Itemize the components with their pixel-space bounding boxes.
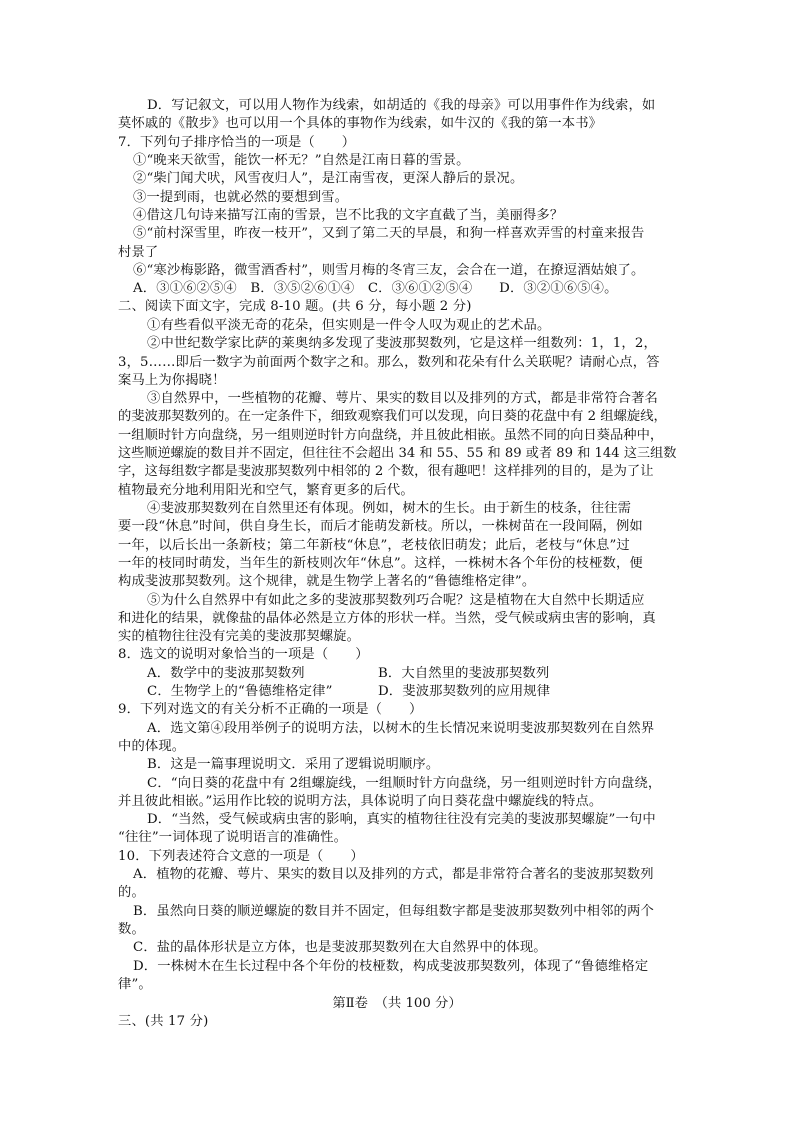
text-line: ④斐波那契数列在自然里还有体现。例如，树木的生长。由于新生的枝条，往往需	[147, 501, 632, 516]
question-7-stem: 7．下列句子排序恰当的一项是（ ）	[118, 135, 356, 150]
text-line: B．这是一篇事理说明文．采用了逻辑说明顺序。	[147, 757, 440, 772]
text-line: ①有些看似平淡无奇的花朵，但实则是一件令人叹为观止的艺术品。	[147, 318, 551, 333]
text-line: ⑤“前村深雪里，昨夜一枝开”，又到了第二天的早晨，和狗一样喜欢弄雪的村童来报告	[133, 226, 645, 241]
text-line: “往往”一词体现了说明语言的准确性。	[118, 830, 348, 845]
text-line: 字，这每组数字都是斐波那契数列中相邻的 2 个数，很有趣吧！这样排列的目的，是为了让	[118, 464, 654, 479]
option-a: A．数学中的斐波那契数列	[147, 666, 305, 681]
option-c: C．生物学上的“鲁德维格定律”	[147, 684, 333, 699]
text-line: B．虽然向日葵的顺逆螺旋的数目并不固定，但每组数字都是斐波那契数列中相邻的两个	[133, 904, 654, 919]
text-line: 植物最充分地利用阳光和空气，繁育更多的后代。	[118, 483, 414, 498]
text-line: D．“当然，受气候或病虫害的影响，真实的植物往往没有完美的斐波那契螺旋”一句中	[147, 812, 656, 827]
text-line: 这些顺逆螺旋的数目并不固定，但往往不会超出 34 和 55、55 和 89 或者 89 和 144 这三组数	[118, 446, 677, 461]
text-line: ⑤为什么自然界中有如此之多的斐波那契数列巧合呢？这是植物在大自然中长期适应	[147, 593, 645, 608]
text-line: 数。	[118, 922, 145, 937]
text-line: 莫怀戚的《散步》也可以用一个具体的事物作为线索，如牛汉的《我的第一本书》	[118, 116, 603, 131]
text-line: 一年的枝同时萌发，当年生的新枝则次年“休息”。这样，一株树木各个年份的枝桠数，便	[118, 556, 643, 571]
text-line: 中的体现。	[118, 739, 186, 754]
text-line: 的斐波那契数列的。在一定条件下，细致观察我们可以发现，向日葵的花盘中有 2 组螺旋线，	[118, 409, 667, 424]
text-line: ②中世纪数学家比萨的莱奥纳多发现了斐波那契数列，它是这样一组数列：1，1，2，	[147, 336, 657, 351]
text-line: 和进化的结果，就像盐的晶体必然是立方体的形状一样。当然，受气候或病虫害的影响，真	[118, 611, 656, 626]
text-line: A．选文第④段用举例子的说明方法，以树木的生长情况来说明斐波那契数列在自然界	[147, 721, 655, 736]
text-line: 的。	[118, 885, 145, 900]
text-line: 村景了	[118, 245, 159, 260]
section-2-heading: 二、阅读下面文字，完成 8-10 题。(共 6 分，每小题 2 分)	[118, 299, 472, 314]
text-line: 要一段“休息”时间，供自身生长，而后才能萌发新枝。所以，一株树苗在一段间隔，例如	[118, 519, 643, 534]
text-line: 一组顺时针方向盘绕，另一组则逆时针方向盘绕，并且彼此相嵌。虽然不同的向日葵品种中，	[118, 428, 664, 443]
text-line: 一年，以后长出一条新枝；第二年新枝“休息”，老枝依旧萌发；此后，老枝与“休息”过	[118, 538, 630, 553]
text-line: 案马上为你揭晓！	[118, 373, 226, 388]
text-line: D．一株树木在生长过程中各个年份的枝桠数，构成斐波那契数列，体现了“鲁德维格定	[133, 959, 649, 974]
section-3-heading: 三、(共 17 分)	[118, 1014, 209, 1029]
text-line: 3，5……即后一数字为前面两个数字之和。那么，数列和花朵有什么关联呢？请耐心点，答	[118, 355, 660, 370]
text-line: ②“柴门闻犬吠，风雪夜归人”，是江南雪夜，更深人静后的景况。	[133, 171, 524, 186]
text-line: A．植物的花瓣、萼片、果实的数目以及排列的方式，都是非常符合著名的斐波那契数列	[133, 867, 654, 882]
option-b: B．大自然里的斐波那契数列	[378, 666, 550, 681]
text-line: ①“晚来天欲雪，能饮一杯无？”自然是江南日暮的雪景。	[133, 153, 470, 168]
text-line: D．写记叙文，可以用人物作为线索，如胡适的《我的母亲》可以用事件作为线索，如	[147, 98, 656, 113]
text-line: C．“向日葵的花盘中有 2组螺旋线，一组顺时针方向盘绕，另一组则逆时针方向盘绕，	[147, 776, 662, 791]
text-line: 实的植物往往没有完美的斐波那契螺旋。	[118, 629, 361, 644]
option-d: D．斐波那契数列的应用规律	[378, 684, 551, 699]
text-line: 并且彼此相嵌。”运用作比较的说明方法，具体说明了向日葵花盘中螺旋线的特点。	[118, 794, 603, 809]
text-line: ⑥“寒沙梅影路，微雪酒香村”，则雪月梅的冬宵三友，会合在一道，在撩逗酒姑娘了。	[133, 263, 645, 278]
question-9-stem: 9．下列对选文的有关分析不正确的一项是（ ）	[118, 702, 423, 717]
text-line: 构成斐波那契数列。这个规律，就是生物学上著名的“鲁德维格定律”。	[118, 574, 536, 589]
question-7-options: A．③①⑥②⑤④ B．③⑤②⑥①④ C．③⑥①②⑤④ D．③②①⑥⑤④。	[133, 281, 618, 296]
question-8-stem: 8．选文的说明对象恰当的一项是（ ）	[118, 647, 369, 662]
text-line: C．盐的晶体形状是立方体，也是斐波那契数列在大自然界中的体现。	[133, 940, 547, 955]
text-line: ③自然界中，一些植物的花瓣、萼片、果实的数目以及排列的方式，都是非常符合著名	[147, 391, 658, 406]
question-10-stem: 10．下列表述符合文意的一项是（ ）	[118, 849, 364, 864]
text-line: ③一提到雨，也就必然的要想到雪。	[133, 190, 349, 205]
text-line: 律”。	[118, 977, 152, 992]
volume-2-heading: 第Ⅱ卷 （共 100 分）	[332, 996, 462, 1011]
text-line: ④借这几句诗来描写江南的雪景，岂不比我的文字直截了当，美丽得多？	[133, 208, 564, 223]
